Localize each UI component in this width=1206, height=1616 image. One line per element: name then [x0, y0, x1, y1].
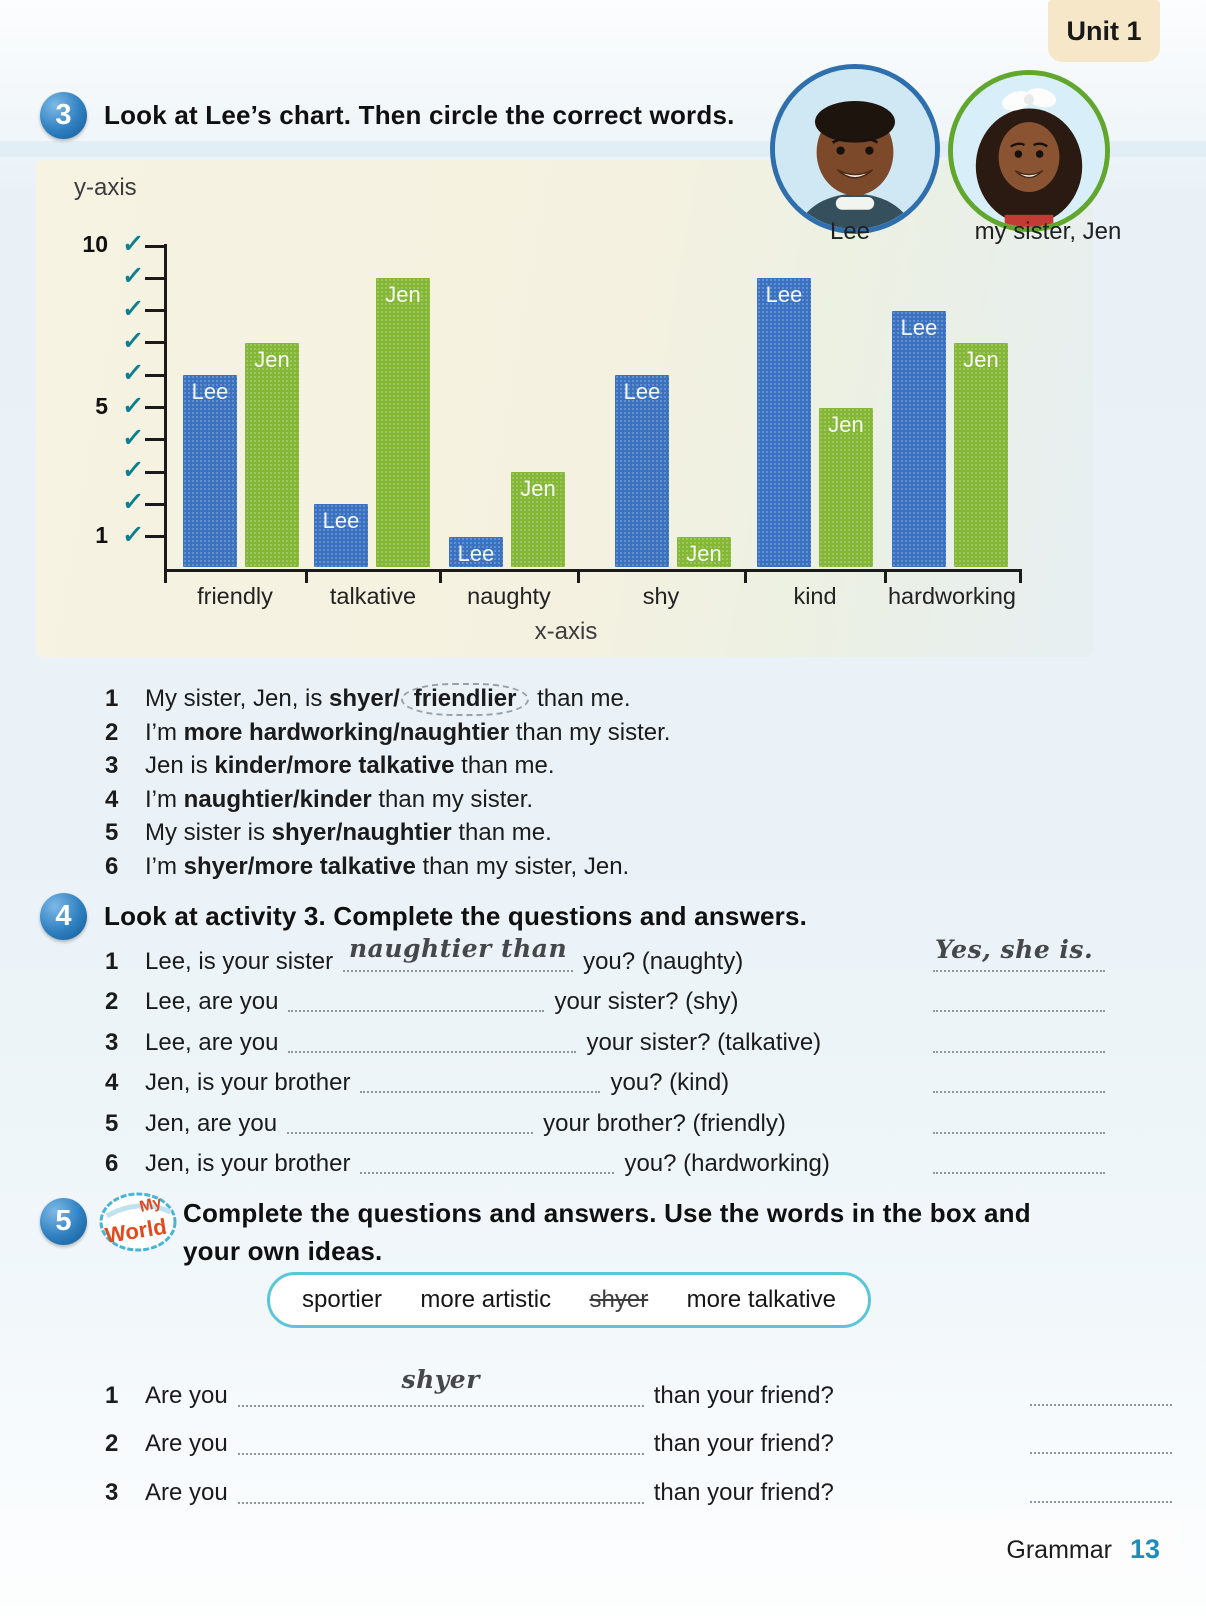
- check-icon-3: ✓: [121, 456, 145, 485]
- circled-word-choice[interactable]: friendlier: [401, 683, 530, 716]
- activity4-title: Look at activity 3. Complete the questions and answers.: [104, 901, 808, 931]
- word-choice[interactable]: naughtier/kinder: [183, 785, 372, 813]
- sentence-fragment: I’m: [145, 718, 184, 746]
- friend-question-1: [105, 1365, 1166, 1420]
- question-6: [105, 1144, 1166, 1184]
- x-tick-5: [884, 569, 887, 583]
- photo-label-lee: Lee: [829, 218, 871, 245]
- question-4: [105, 1063, 1166, 1103]
- bar-jen-hardworking: [954, 343, 1008, 567]
- x-tick-6: [1019, 569, 1022, 583]
- sentence-text: [145, 853, 629, 880]
- answer-line-6[interactable]: [933, 1170, 1105, 1174]
- bar-lee-kind: [757, 278, 811, 567]
- handwritten-answer: naughtier than: [349, 934, 568, 963]
- activity4-questions: [105, 934, 1166, 1184]
- check-icon-8: ✓: [121, 294, 145, 323]
- sentence-number: 2: [105, 718, 119, 746]
- handwritten-answer: shyer: [401, 1365, 480, 1394]
- check-icon-9: ✓: [121, 262, 145, 291]
- x-tick-2: [439, 569, 442, 583]
- bar-lee-hardworking: [892, 311, 946, 567]
- bar-series-label: Jen: [520, 476, 556, 502]
- question-3: [105, 1023, 1166, 1063]
- question-number: 1: [105, 1382, 119, 1409]
- friend-answer-line-2[interactable]: [1030, 1450, 1172, 1454]
- sentence-fragment: than my sister.: [371, 785, 534, 813]
- answer-blank-3[interactable]: [288, 1025, 576, 1053]
- question-2: [105, 982, 1166, 1022]
- question-number: 1: [105, 948, 119, 975]
- sentence-number: 5: [105, 819, 119, 847]
- bar-jen-friendly: [245, 343, 299, 567]
- word-box: [267, 1272, 871, 1328]
- answer-blank-2[interactable]: [288, 984, 544, 1012]
- check-icon-6: ✓: [121, 359, 145, 388]
- sentence-fragment: I’m: [145, 785, 184, 813]
- question-pre: Are you: [145, 1382, 228, 1409]
- sentence-fragment: than me.: [454, 752, 555, 780]
- sentence-fragment: I’m: [145, 852, 184, 880]
- bar-series-label: Lee: [900, 314, 938, 340]
- question-post: than your friend?: [653, 1382, 834, 1409]
- bar-jen-kind: [819, 408, 873, 568]
- bar-jen-shy: [677, 537, 731, 567]
- bar-series-label: Jen: [828, 411, 864, 437]
- friend-answer-line-1[interactable]: [1030, 1402, 1172, 1406]
- question-post: your brother? (friendly): [543, 1109, 786, 1137]
- sentence-1: [105, 682, 1125, 716]
- friend-answer-line-3[interactable]: [1030, 1499, 1172, 1503]
- bar-series-label: Lee: [322, 508, 360, 534]
- bar-series-label: Lee: [623, 379, 661, 405]
- x-tick-3: [577, 569, 580, 583]
- bar-jen-talkative: [376, 278, 430, 567]
- sentence-fragment: than my sister.: [509, 718, 671, 746]
- question-number: 6: [105, 1149, 119, 1177]
- word-choice[interactable]: more hardworking/naughtier: [183, 718, 510, 746]
- activity3-badge: 3: [40, 92, 87, 139]
- friend-answer-blank-3[interactable]: [238, 1476, 644, 1504]
- activity5-badge: 5: [40, 1198, 87, 1245]
- sentence-3: [105, 749, 1125, 783]
- question-number: 2: [105, 1430, 119, 1458]
- word-choice[interactable]: shyer/: [329, 685, 400, 712]
- bar-lee-friendly: [183, 375, 237, 567]
- answer-blank-5[interactable]: [287, 1106, 533, 1134]
- sentence-6: [105, 850, 1125, 884]
- bar-lee-talkative: [314, 504, 368, 567]
- check-icon-2: ✓: [121, 488, 145, 517]
- bar-series-label: Jen: [963, 346, 999, 372]
- jen-avatar-illustration: [953, 75, 1105, 227]
- question-post: than your friend?: [653, 1478, 834, 1506]
- bar-series-label: Jen: [686, 540, 722, 566]
- y-axis-label: y-axis: [74, 174, 137, 201]
- question-pre: Lee, is your sister: [145, 948, 334, 975]
- sentence-number: 3: [105, 752, 119, 780]
- x-category-talkative: talkative: [329, 583, 417, 609]
- activity5-title-line2: your own ideas.: [183, 1236, 383, 1266]
- question-5: [105, 1104, 1166, 1144]
- my-world-logo-line1: My: [137, 1194, 164, 1216]
- x-category-hardworking: hardworking: [887, 583, 1016, 609]
- page-number: 13: [1129, 1534, 1160, 1564]
- bar-series-label: Jen: [385, 282, 421, 308]
- sentence-2: [105, 716, 1125, 750]
- sentence-number: 1: [105, 685, 119, 712]
- bar-series-label: Lee: [765, 282, 803, 308]
- activity5-questions: [105, 1365, 1166, 1517]
- question-pre: Jen, is your brother: [145, 1069, 351, 1097]
- check-icon-1: ✓: [121, 520, 145, 549]
- check-icon-7: ✓: [121, 326, 145, 355]
- jen-photo: [948, 70, 1110, 232]
- word-more-talkative: more talkative: [686, 1286, 836, 1313]
- my-world-logo-line2: World: [103, 1213, 169, 1249]
- sentence-5: [105, 816, 1125, 850]
- question-post: you? (kind): [610, 1069, 730, 1097]
- question-pre: Are you: [145, 1478, 228, 1506]
- friend-answer-blank-1[interactable]: [238, 1365, 644, 1407]
- answer-blank-4[interactable]: [360, 1065, 600, 1093]
- x-tick-0: [164, 569, 167, 583]
- activity3-sentences: [105, 682, 1125, 884]
- question-number: 3: [105, 1478, 119, 1506]
- sentence-number: 4: [105, 785, 119, 813]
- sentence-fragment: My sister is: [145, 819, 272, 847]
- answer-line-2[interactable]: [933, 1008, 1105, 1012]
- word-choice[interactable]: kinder/more talkative: [214, 752, 455, 780]
- question-post: your sister? (shy): [554, 988, 739, 1016]
- activity3-title: Look at Lee’s chart. Then circle the correct words.: [104, 100, 735, 130]
- bar-lee-shy: [615, 375, 669, 567]
- friend-answer-blank-2[interactable]: [238, 1427, 644, 1455]
- word-choice[interactable]: shyer/more talkative: [183, 852, 416, 880]
- bar-series-label: Lee: [191, 379, 229, 405]
- x-tick-4: [744, 569, 747, 583]
- sentence-fragment: My sister, Jen, is: [145, 685, 330, 712]
- bar-series-label: Jen: [254, 346, 290, 372]
- x-category-kind: kind: [793, 583, 837, 609]
- x-axis-label: x-axis: [534, 618, 598, 645]
- sentence-fragment: than me.: [530, 685, 631, 712]
- question-pre: Lee, are you: [145, 988, 279, 1016]
- question-post: you? (hardworking): [624, 1149, 830, 1177]
- footer-section-label: Grammar: [1006, 1536, 1112, 1564]
- unit-tab: Unit 1: [1048, 0, 1160, 62]
- bar-jen-naughty: [511, 472, 565, 567]
- question-1: [105, 934, 1166, 982]
- question-number: 2: [105, 988, 119, 1016]
- answer-blank-1[interactable]: [343, 934, 573, 972]
- y-tick-label-5: 5: [95, 392, 108, 419]
- answer-line-5[interactable]: [933, 1130, 1105, 1134]
- answer-blank-6[interactable]: [360, 1146, 614, 1174]
- page-footer: [930, 1534, 1160, 1565]
- question-pre: Jen, is your brother: [145, 1149, 351, 1177]
- sentence-number: 6: [105, 852, 119, 880]
- x-category-naughty: naughty: [467, 583, 551, 609]
- question-number: 5: [105, 1109, 119, 1137]
- x-axis-line: [164, 569, 1021, 572]
- answer-line-1[interactable]: [933, 935, 1105, 972]
- lee-chart: [36, 160, 1093, 657]
- sentence-text: [145, 786, 533, 813]
- x-tick-1: [305, 569, 308, 583]
- sentence-text: [145, 819, 552, 846]
- question-post: your sister? (talkative): [586, 1028, 822, 1056]
- x-category-friendly: friendly: [197, 583, 273, 609]
- question-number: 3: [105, 1028, 119, 1056]
- question-post: than your friend?: [653, 1430, 834, 1458]
- sentence-text: [145, 685, 631, 712]
- check-icon-4: ✓: [121, 423, 145, 452]
- word-sportier: sportier: [302, 1286, 383, 1313]
- y-axis-line: [164, 244, 167, 572]
- sentence-fragment: than my sister, Jen.: [415, 852, 630, 880]
- x-category-shy: shy: [642, 583, 680, 609]
- answer-line-4[interactable]: [933, 1089, 1105, 1093]
- y-tick-label-1: 1: [95, 521, 108, 548]
- my-world-logo: [97, 1186, 179, 1256]
- question-post: you? (naughty): [583, 948, 744, 975]
- word-shyer: shyer: [589, 1286, 649, 1313]
- word-more-artistic: more artistic: [420, 1286, 552, 1313]
- photo-label-jen: my sister, Jen: [974, 218, 1122, 245]
- question-pre: Lee, are you: [145, 1028, 279, 1056]
- check-icon-10: ✓: [121, 230, 145, 258]
- question-pre: Jen, are you: [145, 1109, 278, 1137]
- friend-question-3: [105, 1469, 1166, 1517]
- sentence-fragment: Jen is: [145, 752, 215, 780]
- word-choice[interactable]: shyer/naughtier: [271, 819, 452, 847]
- check-icon-5: ✓: [121, 391, 145, 420]
- activity5-title-line1: Complete the questions and answers. Use the words in the box and: [183, 1198, 1031, 1228]
- handwritten-short-answer: Yes, she is.: [935, 935, 1094, 964]
- bar-lee-naughty: [449, 537, 503, 567]
- question-pre: Are you: [145, 1430, 228, 1458]
- friend-question-2: [105, 1420, 1166, 1468]
- bar-series-label: Lee: [457, 540, 495, 566]
- y-tick-label-10: 10: [82, 231, 108, 257]
- sentence-fragment: than me.: [451, 819, 552, 847]
- answer-line-3[interactable]: [933, 1049, 1105, 1053]
- activity4-badge: 4: [40, 893, 87, 940]
- sentence-4: [105, 783, 1125, 817]
- question-number: 4: [105, 1069, 119, 1097]
- lee-photo: [770, 64, 940, 234]
- sentence-text: [145, 752, 555, 779]
- lee-avatar-illustration: [775, 69, 935, 229]
- sentence-text: [145, 719, 670, 746]
